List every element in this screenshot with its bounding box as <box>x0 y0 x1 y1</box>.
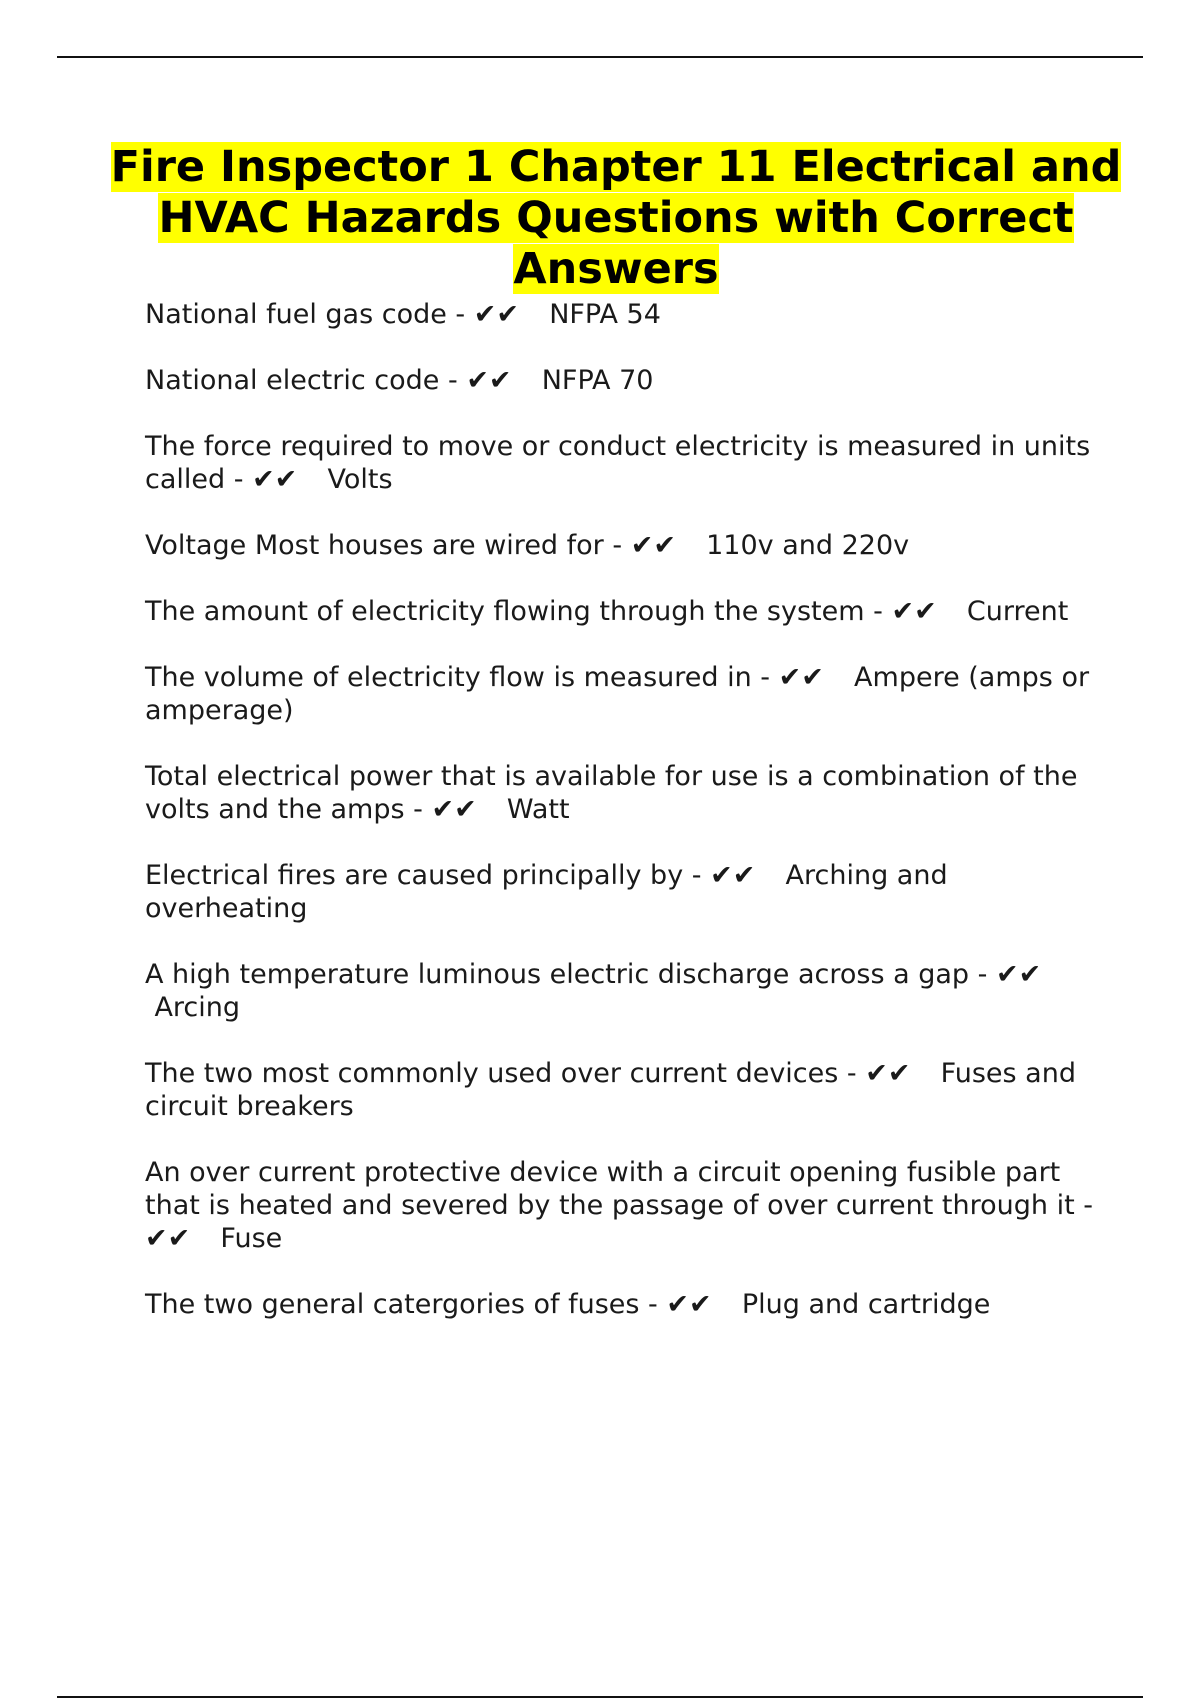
question-text: Voltage Most houses are wired for - <box>145 530 623 561</box>
double-check-icon: ✔✔ <box>710 860 756 891</box>
qa-item <box>145 760 1105 826</box>
answer-text: Volts <box>327 464 393 495</box>
double-check-icon: ✔✔ <box>431 794 477 825</box>
double-check-icon: ✔✔ <box>145 1223 191 1254</box>
double-check-icon: ✔✔ <box>473 299 520 330</box>
answer-text: Fuses and circuit breakers <box>145 1058 1076 1122</box>
double-check-icon: ✔✔ <box>466 365 512 396</box>
answer-text: Arching and overheating <box>145 860 948 924</box>
question-text: The volume of electricity flow is measured in - <box>145 662 771 693</box>
qa-item <box>145 298 1105 331</box>
answer-text: Plug and cartridge <box>741 1289 991 1320</box>
question-text: The force required to move or conduct electricity is measured in units called - <box>145 431 1091 495</box>
answer-text: Fuse <box>220 1223 283 1254</box>
double-check-icon: ✔✔ <box>995 959 1042 990</box>
answer-text: Arcing <box>154 992 241 1023</box>
qa-item <box>145 859 1105 925</box>
question-text: The amount of electricity flowing through the system - <box>145 596 883 627</box>
double-check-icon: ✔✔ <box>891 596 937 627</box>
question-text: The two general catergories of fuses - <box>145 1289 658 1320</box>
qa-item <box>145 1288 1105 1321</box>
question-text: Total electrical power that is available for use is a combination of the volts and the amps - <box>145 761 1078 825</box>
question-answer-list <box>145 298 1105 1354</box>
qa-item <box>145 595 1105 628</box>
qa-item <box>145 1156 1105 1255</box>
answer-text: 110v and 220v <box>706 530 910 561</box>
double-check-icon: ✔✔ <box>666 1289 712 1320</box>
document-title-text: Fire Inspector 1 Chapter 11 Electrical and HVAC Hazards Questions with Correct Answers <box>110 142 1122 294</box>
double-check-icon: ✔✔ <box>630 530 676 561</box>
qa-item <box>145 958 1105 1024</box>
answer-text: Watt <box>506 794 570 825</box>
qa-item <box>145 529 1105 562</box>
answer-text: Ampere (amps or amperage) <box>145 662 1090 726</box>
qa-item <box>145 364 1105 397</box>
question-text: National electric code - <box>145 365 458 396</box>
question-text: An over current protective device with a circuit opening fusible part that is heated and severed by the passage of over current through it - <box>145 1157 1093 1221</box>
qa-item <box>145 1057 1105 1123</box>
question-text: Electrical fires are caused principally by - <box>145 860 702 891</box>
qa-item <box>145 430 1105 496</box>
top-rule <box>57 56 1143 58</box>
question-text: A high temperature luminous electric discharge across a gap - <box>145 959 988 990</box>
answer-text: NFPA 54 <box>549 299 661 330</box>
answer-text: Current <box>966 596 1069 627</box>
double-check-icon: ✔✔ <box>778 662 824 693</box>
qa-item <box>145 661 1105 727</box>
document-title <box>110 142 1122 295</box>
double-check-icon: ✔✔ <box>252 464 298 495</box>
answer-text: NFPA 70 <box>541 365 654 396</box>
question-text: The two most commonly used over current devices - <box>145 1058 857 1089</box>
bottom-rule <box>57 1696 1143 1698</box>
question-text: National fuel gas code - <box>145 299 466 330</box>
double-check-icon: ✔✔ <box>865 1058 911 1089</box>
